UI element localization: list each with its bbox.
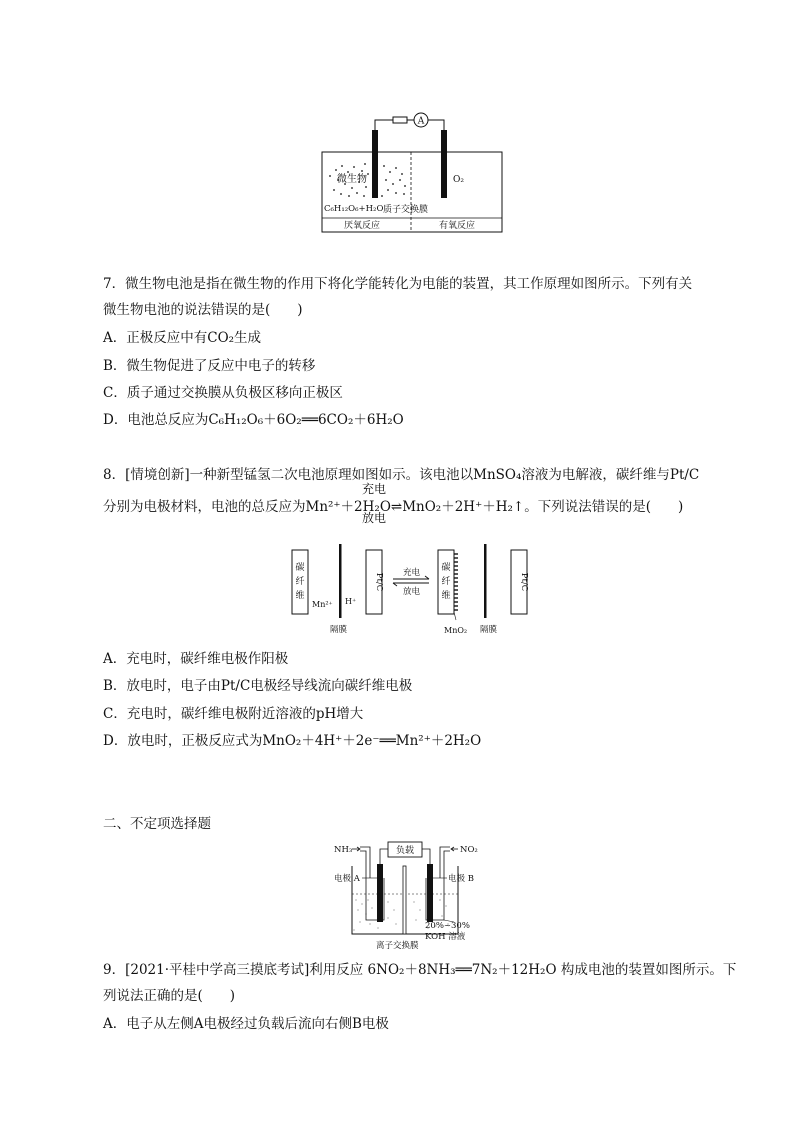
q8-stem-line1: 8．[情境创新]一种新型锰氢二次电池原理如图如示。该电池以MnSO₄溶液为电解液，碳纤维与Pt/C <box>103 467 700 483</box>
anaerobic-label: 厌氧反应 <box>344 221 381 231</box>
membrane-label: 质子交换膜 <box>383 205 429 215</box>
ptc-label: Pt/C <box>374 572 384 592</box>
q7-stem-line2: 微生物电池的说法错误的是( ) <box>103 302 303 318</box>
nh3-label: NH₃ <box>334 845 353 855</box>
q8-arrow-top: 充电 <box>362 482 387 496</box>
membrane-label-left: 隔膜 <box>330 625 348 635</box>
mno2-label: MnO₂ <box>444 626 468 635</box>
charge-label: 充电 <box>403 568 421 578</box>
mn-ion-label: Mn²⁺ <box>312 600 333 609</box>
microbial-cell-diagram <box>318 108 508 236</box>
mn-h2-battery-diagram <box>286 540 536 640</box>
q9-option-a: A．电子从左侧A电极经过负载后流向右侧B电极 <box>103 1016 389 1032</box>
membrane-right <box>484 544 487 618</box>
carbon-char: 纤 <box>441 577 451 587</box>
microbe-label: 微生物 <box>337 174 367 185</box>
q7-stem-line1: 7．微生物电池是指在微生物的作用下将化学能转化为电能的装置，其工作原理如图所示。下列有关 <box>103 276 693 292</box>
q9-stem-line1: 9．[2021·平桂中学高三摸底考试]利用反应 6NO₂＋8NH₃══7N₂＋12H₂O 构成电池的装置如图所示。下 <box>103 962 737 978</box>
section-heading: 二、不定项选择题 <box>103 816 211 832</box>
carbon-char: 碳 <box>441 563 451 573</box>
carbon-char: 碳 <box>295 563 305 573</box>
h-ion-label: H⁺ <box>345 597 357 606</box>
reactant-label: C₆H₁₂O₆+H₂O <box>324 204 384 214</box>
resistor <box>393 117 407 123</box>
q8-arrow-bottom: 放电 <box>362 511 387 525</box>
q8-stem-line2: 分别为电极材料，电池的总反应为Mn²⁺＋2H₂O⇌MnO₂＋2H⁺＋H₂↑。下列说法错误的是( ) <box>103 499 684 515</box>
q8-option-c: C．充电时，碳纤维电极附近溶液的pH增大 <box>103 706 364 722</box>
carbon-char: 维 <box>441 591 451 601</box>
q7-option-b: B．微生物促进了反应中电子的转移 <box>103 358 316 374</box>
ammeter-label: A <box>417 116 425 127</box>
load-label: 负载 <box>395 846 415 856</box>
ion-membrane-label: 离子交换膜 <box>376 941 419 951</box>
membrane-left <box>339 544 342 618</box>
no2-label: NO₂ <box>460 845 478 855</box>
anode <box>372 130 378 198</box>
carbon-char: 维 <box>295 591 305 601</box>
o2-label: O₂ <box>453 175 464 185</box>
koh-concentration-label: 20%~30% <box>425 921 470 931</box>
electrode-a-label: 电极 A <box>334 874 360 884</box>
nh3-no2-cell-diagram <box>332 838 482 952</box>
ion-exchange-membrane <box>403 866 406 934</box>
q7-option-c: C．质子通过交换膜从负极区移向正极区 <box>103 385 343 401</box>
koh-solution-label: KOH 溶液 <box>425 932 466 942</box>
electrode-a <box>377 864 383 922</box>
discharge-label: 放电 <box>403 587 421 597</box>
cell-container <box>322 152 502 232</box>
carbon-char: 纤 <box>295 577 305 587</box>
q7-option-d: D．电池总反应为C₆H₁₂O₆＋6O₂══6CO₂＋6H₂O <box>103 412 404 428</box>
membrane-label-right: 隔膜 <box>480 625 498 635</box>
q8-option-b: B．放电时，电子由Pt/C电极经导线流向碳纤维电极 <box>103 678 413 694</box>
aerobic-label: 有氧反应 <box>439 221 476 231</box>
ptc-label: Pt/C <box>519 572 529 592</box>
electrode-b-label: 电极 B <box>448 874 474 884</box>
mno2-deposit <box>454 554 458 610</box>
q9-stem-line2: 列说法正确的是( ) <box>103 988 236 1004</box>
q7-option-a: A．正极反应中有CO₂生成 <box>103 330 262 346</box>
q8-option-d: D．放电时，正极反应式为MnO₂＋4H⁺＋2e⁻══Mn²⁺＋2H₂O <box>103 733 482 749</box>
q8-option-a: A．充电时，碳纤维电极作阳极 <box>103 651 289 667</box>
electrode-b <box>427 864 433 922</box>
cathode <box>441 130 447 198</box>
